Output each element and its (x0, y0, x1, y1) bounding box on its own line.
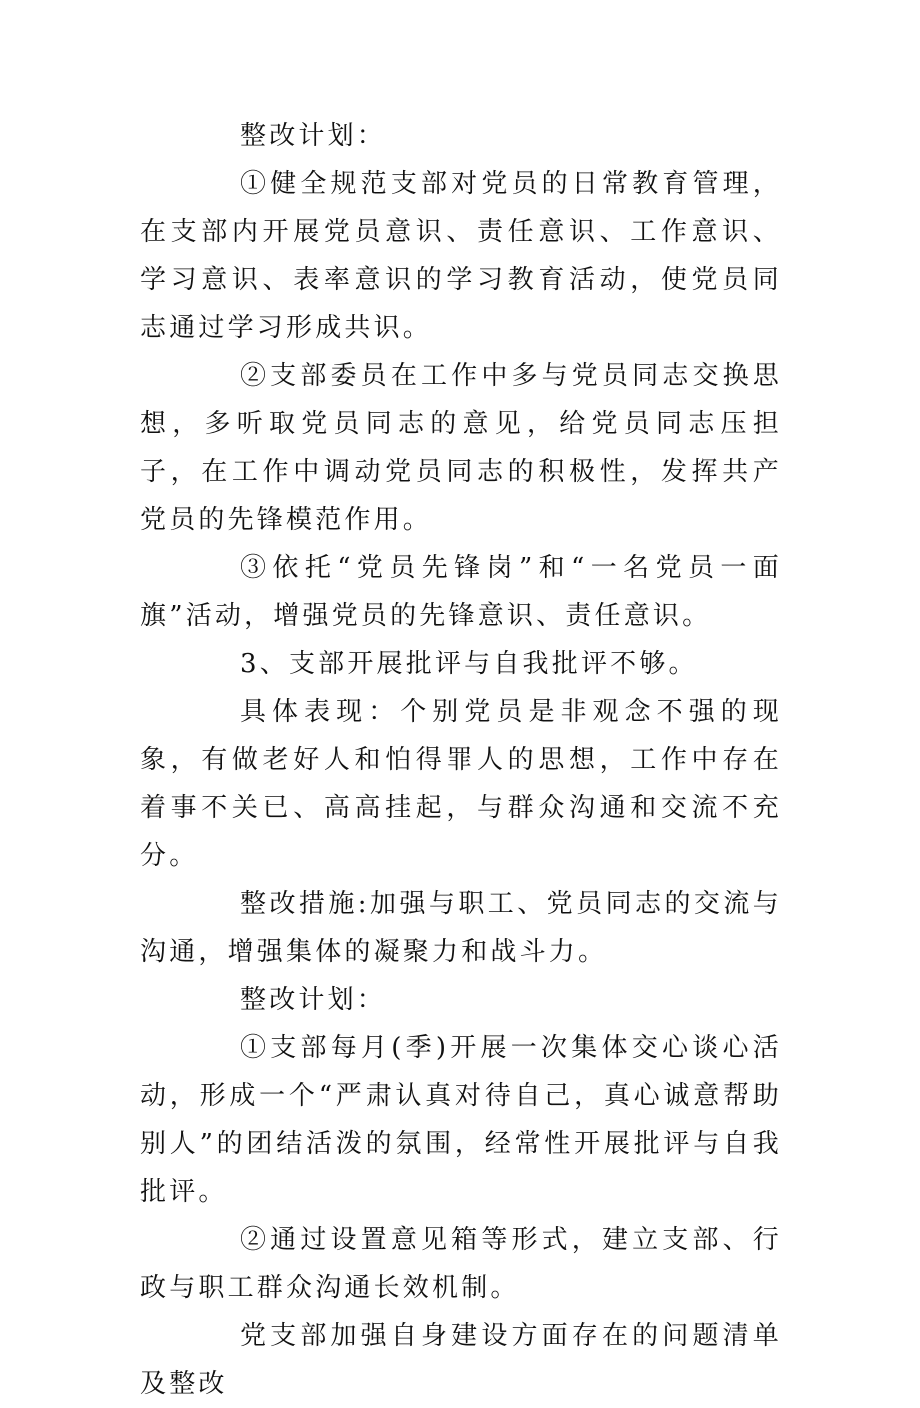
paragraph-rectification-plan-heading: 整改计划： (240, 121, 387, 151)
paragraph-specific-manifestation: 具体表现：个别党员是非观念不强的现象，有做老好人和怕得罪人的思想，工作中存在着事不关已、高高挂起，与群众沟通和交流不充分。 (140, 697, 782, 871)
paragraph-plan-item-2b: ②通过设置意见箱等形式，建立支部、行政与职工群众沟通长效机制。 (140, 1225, 782, 1303)
paragraph-plan-item-2: ②支部委员在工作中多与党员同志交换思想，多听取党员同志的意见，给党员同志压担子，在工作中调动党员同志的积极性，发挥共产党员的先锋模范作用。 (140, 361, 782, 535)
paragraph-plan-item-1: ①健全规范支部对党员的日常教育管理，在支部内开展党员意识、责任意识、工作意识、学习意识、表率意识的学习教育活动，使党员同志通过学习形成共识。 (140, 169, 782, 343)
paragraph-plan-item-1b: ①支部每月(季)开展一次集体交心谈心活动，形成一个“严肃认真对待自己，真心诚意帮助别人”的团结活泼的氛围，经常性开展批评与自我批评。 (140, 1033, 782, 1207)
paragraph-closing-title: 党支部加强自身建设方面存在的问题清单及整改 (140, 1321, 782, 1399)
paragraph-rectification-measures: 整改措施:加强与职工、党员同志的交流与沟通，增强集体的凝聚力和战斗力。 (140, 889, 782, 967)
paragraph-issue-3-heading: 3、支部开展批评与自我批评不够。 (240, 649, 698, 679)
document-body (140, 112, 782, 1408)
paragraph-rectification-plan-heading-2: 整改计划： (240, 985, 387, 1015)
paragraph-plan-item-3: ③依托“党员先锋岗”和“一名党员一面旗”活动，增强党员的先锋意识、责任意识。 (140, 553, 782, 631)
